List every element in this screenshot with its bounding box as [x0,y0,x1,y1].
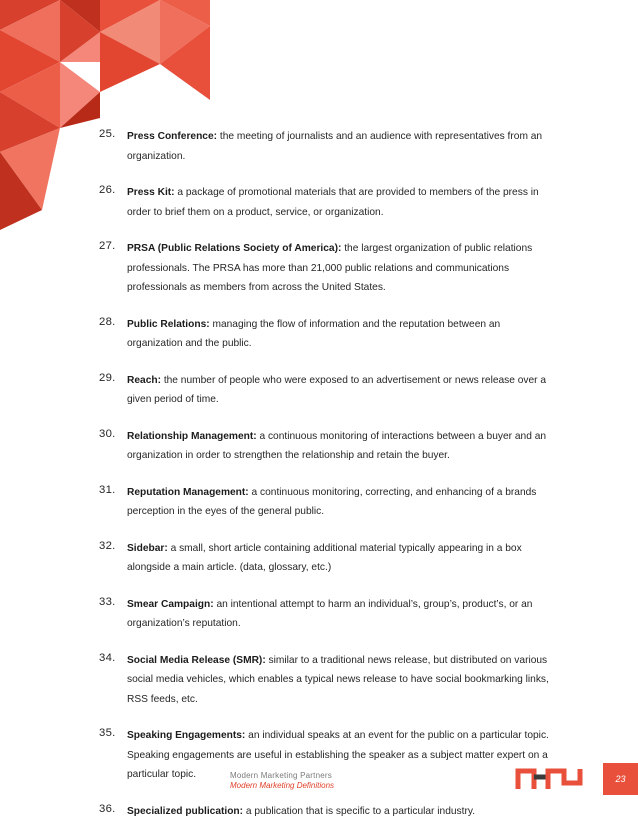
term-label: Specialized publication: [127,805,244,817]
definitions-list [99,126,549,837]
term-item [99,482,549,521]
term-item [99,182,549,221]
term-label: Sidebar: [127,542,168,554]
term-definition: a package of promotional materials that are provided to members of the press in order to brief them on a product, service, or organization. [127,187,539,218]
term-definition: an intentional attempt to harm an individual’s, group’s, product’s, or an organization’s reputation. [127,598,533,629]
footer-document-title: Modern Marketing Definitions [230,781,335,790]
term-definition: a publication that is specific to a particular industry. [243,805,476,817]
term-definition: the largest organization of public relations professionals. The PRSA has more than 21,000 public relations and communications professionals as members from across the United States. [127,243,533,293]
term-label: Public Relations: [127,318,210,330]
term-definition: an individual speaks at an event for the public on a particular topic. Speaking engagements are useful in establishing the speaker as a subject matter expert on a particular topic. [127,730,549,780]
term-item [99,238,549,297]
term-label: Reach: [127,374,161,386]
term-label: Reputation Management: [127,486,249,498]
term-number: 36. [99,802,116,815]
term-number: 27. [99,240,116,252]
term-label: Speaking Engagements: [127,730,246,741]
term-number: 29. [99,371,116,384]
term-number: 26. [99,184,116,196]
term-definition: the meeting of journalists and an audience with representatives from an organization. [127,131,543,162]
term-number: 32. [99,539,116,552]
term-label: Press Kit: [127,187,175,198]
term-number: 31. [99,483,116,496]
term-item [99,801,549,821]
page-number: 23 [615,774,626,784]
footer-company: Modern Marketing Partners [230,771,332,780]
page-number-badge [603,763,638,795]
term-definition: managing the flow of information and the reputation between an organization and the public. [127,318,501,349]
term-number: 25. [99,128,116,140]
term-item [99,650,549,709]
term-definition: similar to a traditional news release, but distributed on various social media vehicles, which enables a typical news release to have social bookmarking links, RSS feeds, etc. [127,654,549,705]
term-item [99,538,549,577]
term-number: 34. [99,651,116,664]
term-item [99,370,549,409]
term-label: Press Conference: [127,131,218,142]
term-definition: the number of people who were exposed to an advertisement or news release over a given period of time. [127,374,547,405]
term-label: Social Media Release (SMR): [127,654,266,666]
footer-text [230,771,334,791]
term-label: PRSA (Public Relations Society of America): [127,243,342,254]
term-number: 28. [99,315,116,328]
term-item [99,126,549,165]
term-definition: a continuous monitoring, correcting, and enhancing of a brands perception in the eyes of the general public. [127,486,537,517]
term-item [99,314,549,353]
term-number: 35. [99,727,116,739]
term-item [99,426,549,465]
term-definition: a continuous monitoring of interactions between a buyer and an organization in order to strengthen the relationship and retain the buyer. [127,430,547,461]
term-label: Relationship Management: [127,430,257,442]
mmp-logo-icon [514,765,594,791]
term-number: 33. [99,595,116,608]
term-label: Smear Campaign: [127,598,214,610]
term-item [99,594,549,633]
term-definition: a small, short article containing additional material typically appearing in a box alongside a main article. (data, glossary, etc.) [127,542,522,573]
term-number: 30. [99,427,116,440]
